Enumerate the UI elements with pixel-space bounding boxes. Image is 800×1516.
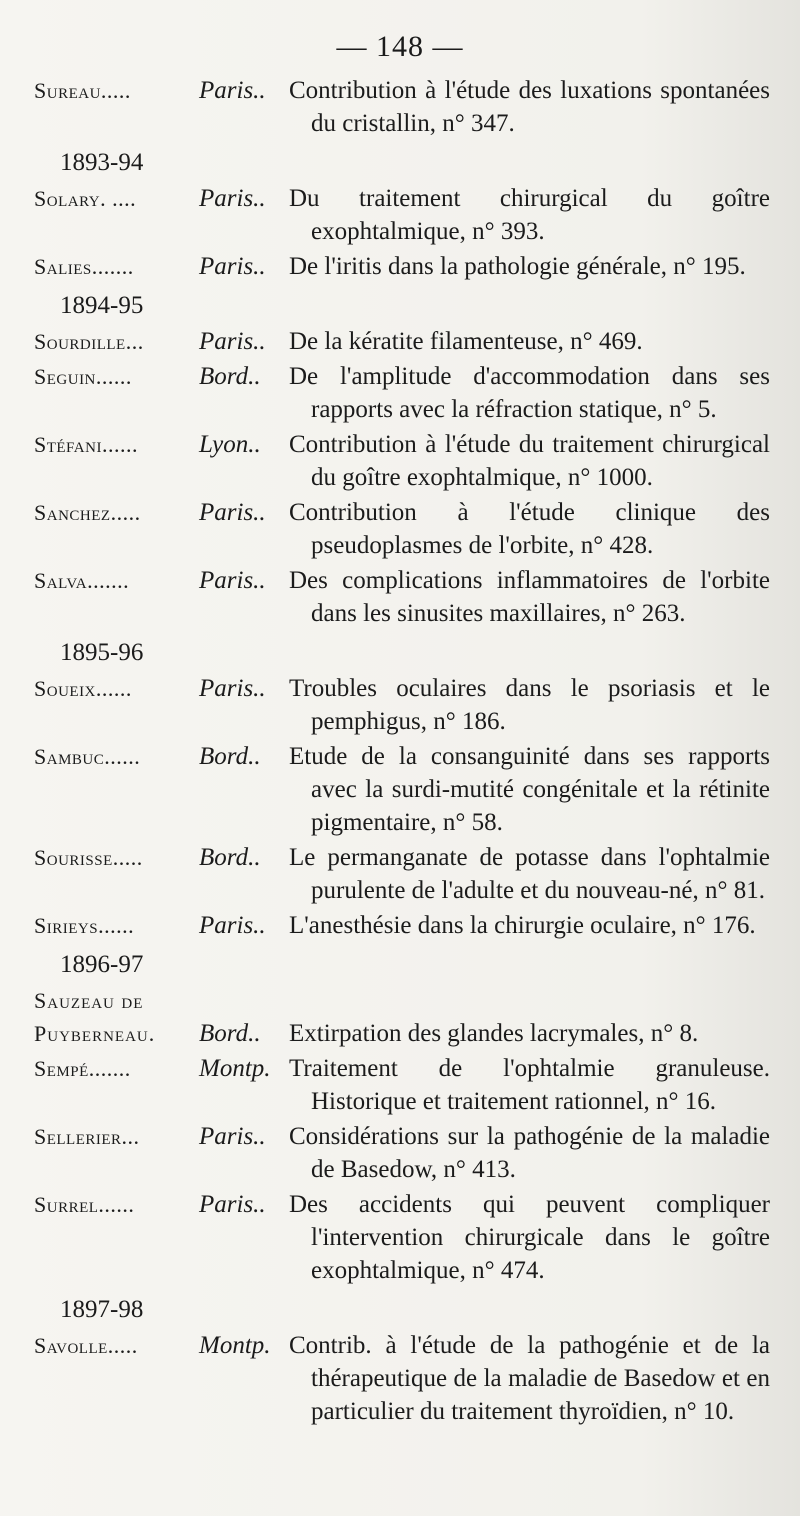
thesis-entry <box>34 740 770 839</box>
author-name: Surrel...... <box>34 1192 135 1217</box>
thesis-list <box>34 74 770 1430</box>
thesis-entry <box>34 984 770 1050</box>
thesis-title: Contrib. à l'étude de la pathogénie et de la thérapeutique de la maladie de Basedow et en particulier du traitement thyroïdien, n° 10. <box>289 1332 770 1425</box>
university-city: Paris.. <box>199 328 266 355</box>
thesis-title: Extirpation des glandes lacrymales, n° 8. <box>289 1020 699 1047</box>
thesis-title: De l'iritis dans la pathologie générale, n° 195. <box>289 253 746 280</box>
academic-year-heading: 1895-96 <box>60 639 144 666</box>
author-name: Sauzeau de Puyberneau. <box>34 988 156 1046</box>
author-name: Savolle..... <box>34 1333 138 1358</box>
university-city: Bord.. <box>199 363 261 390</box>
thesis-title: Du traitement chirurgical du goître exophtalmique, n° 393. <box>289 185 770 245</box>
thesis-title: De l'amplitude d'accommodation dans ses rapports avec la réfraction statique, n° 5. <box>289 363 770 423</box>
university-city: Paris.. <box>199 567 266 594</box>
thesis-entry <box>34 496 770 562</box>
author-name: Salies....... <box>34 254 134 279</box>
thesis-title: Le permanganate de potasse dans l'ophtalmie purulente de l'adulte et du nouveau-né, n° 81. <box>289 844 770 904</box>
university-city: Montp. <box>199 1055 271 1082</box>
author-name: Stéfani...... <box>34 432 138 457</box>
thesis-entry <box>34 360 770 426</box>
university-city: Bord.. <box>199 743 261 770</box>
university-city: Paris.. <box>199 253 266 280</box>
author-name: Solary. .... <box>34 186 137 211</box>
university-city: Paris.. <box>199 1191 266 1218</box>
university-city: Paris.. <box>199 675 266 702</box>
university-city: Paris.. <box>199 499 266 526</box>
thesis-entry <box>34 909 770 942</box>
academic-year-heading: 1897-98 <box>60 1296 144 1323</box>
author-name: Sirieys...... <box>34 913 135 938</box>
university-city: Paris.. <box>199 1123 266 1150</box>
author-name: Soueix...... <box>34 676 132 701</box>
author-name: Salva....... <box>34 568 130 593</box>
thesis-entry <box>34 182 770 248</box>
university-city: Paris.. <box>199 912 266 939</box>
author-name: Sourdille... <box>34 329 144 354</box>
thesis-entry <box>34 250 770 283</box>
university-city: Lyon.. <box>199 431 261 458</box>
author-name: Sanchez..... <box>34 500 141 525</box>
thesis-title: Contribution à l'étude du traitement chirurgical du goître exophtalmique, n° 1000. <box>289 431 770 491</box>
thesis-title: L'anesthésie dans la chirurgie oculaire, n° 176. <box>289 912 756 939</box>
thesis-title: Troubles oculaires dans le psoriasis et le pemphigus, n° 186. <box>289 675 770 735</box>
university-city: Bord.. <box>199 1020 261 1047</box>
university-city: Bord.. <box>199 844 261 871</box>
author-name: Seguin...... <box>34 364 132 389</box>
author-name: Sellerier... <box>34 1124 140 1149</box>
author-name: Sambuc...... <box>34 744 141 769</box>
thesis-title: Traitement de l'ophtalmie granuleuse. Historique et traitement rationnel, n° 16. <box>289 1055 770 1115</box>
thesis-title: De la kératite filamenteuse, n° 469. <box>289 328 643 355</box>
thesis-entry <box>34 672 770 738</box>
thesis-entry <box>34 1120 770 1186</box>
thesis-title: Contribution à l'étude des luxations spontanées du cristallin, n° 347. <box>289 77 770 137</box>
thesis-title: Des complications inflammatoires de l'orbite dans les sinusites maxillaires, n° 263. <box>289 567 770 627</box>
thesis-title: Des accidents qui peuvent compliquer l'intervention chirurgicale dans le goître exophtalmique, n° 474. <box>289 1191 770 1284</box>
thesis-title: Contribution à l'étude clinique des pseudoplasmes de l'orbite, n° 428. <box>289 499 770 559</box>
author-name: Sureau..... <box>34 78 131 103</box>
thesis-entry <box>34 841 770 907</box>
university-city: Montp. <box>199 1332 271 1359</box>
thesis-entry <box>34 428 770 494</box>
thesis-entry <box>34 564 770 630</box>
university-city: Paris.. <box>199 185 266 212</box>
thesis-entry <box>34 1188 770 1287</box>
thesis-title: Considérations sur la pathogénie de la maladie de Basedow, n° 413. <box>289 1123 770 1183</box>
author-name: Sempé....... <box>34 1056 131 1081</box>
thesis-entry <box>34 74 770 140</box>
thesis-entry <box>34 325 770 358</box>
thesis-entry <box>34 1329 770 1428</box>
academic-year-heading: 1896-97 <box>60 951 144 978</box>
author-name: Sourisse..... <box>34 845 143 870</box>
university-city: Paris.. <box>199 77 266 104</box>
page-number: — 148 — <box>336 30 464 63</box>
academic-year-heading: 1893-94 <box>60 149 144 176</box>
academic-year-heading: 1894-95 <box>60 292 144 319</box>
thesis-title: Etude de la consanguinité dans ses rapports avec la surdi-mutité congénitale et la rétinite pigmentaire, n° 58. <box>289 743 770 836</box>
thesis-entry <box>34 1052 770 1118</box>
